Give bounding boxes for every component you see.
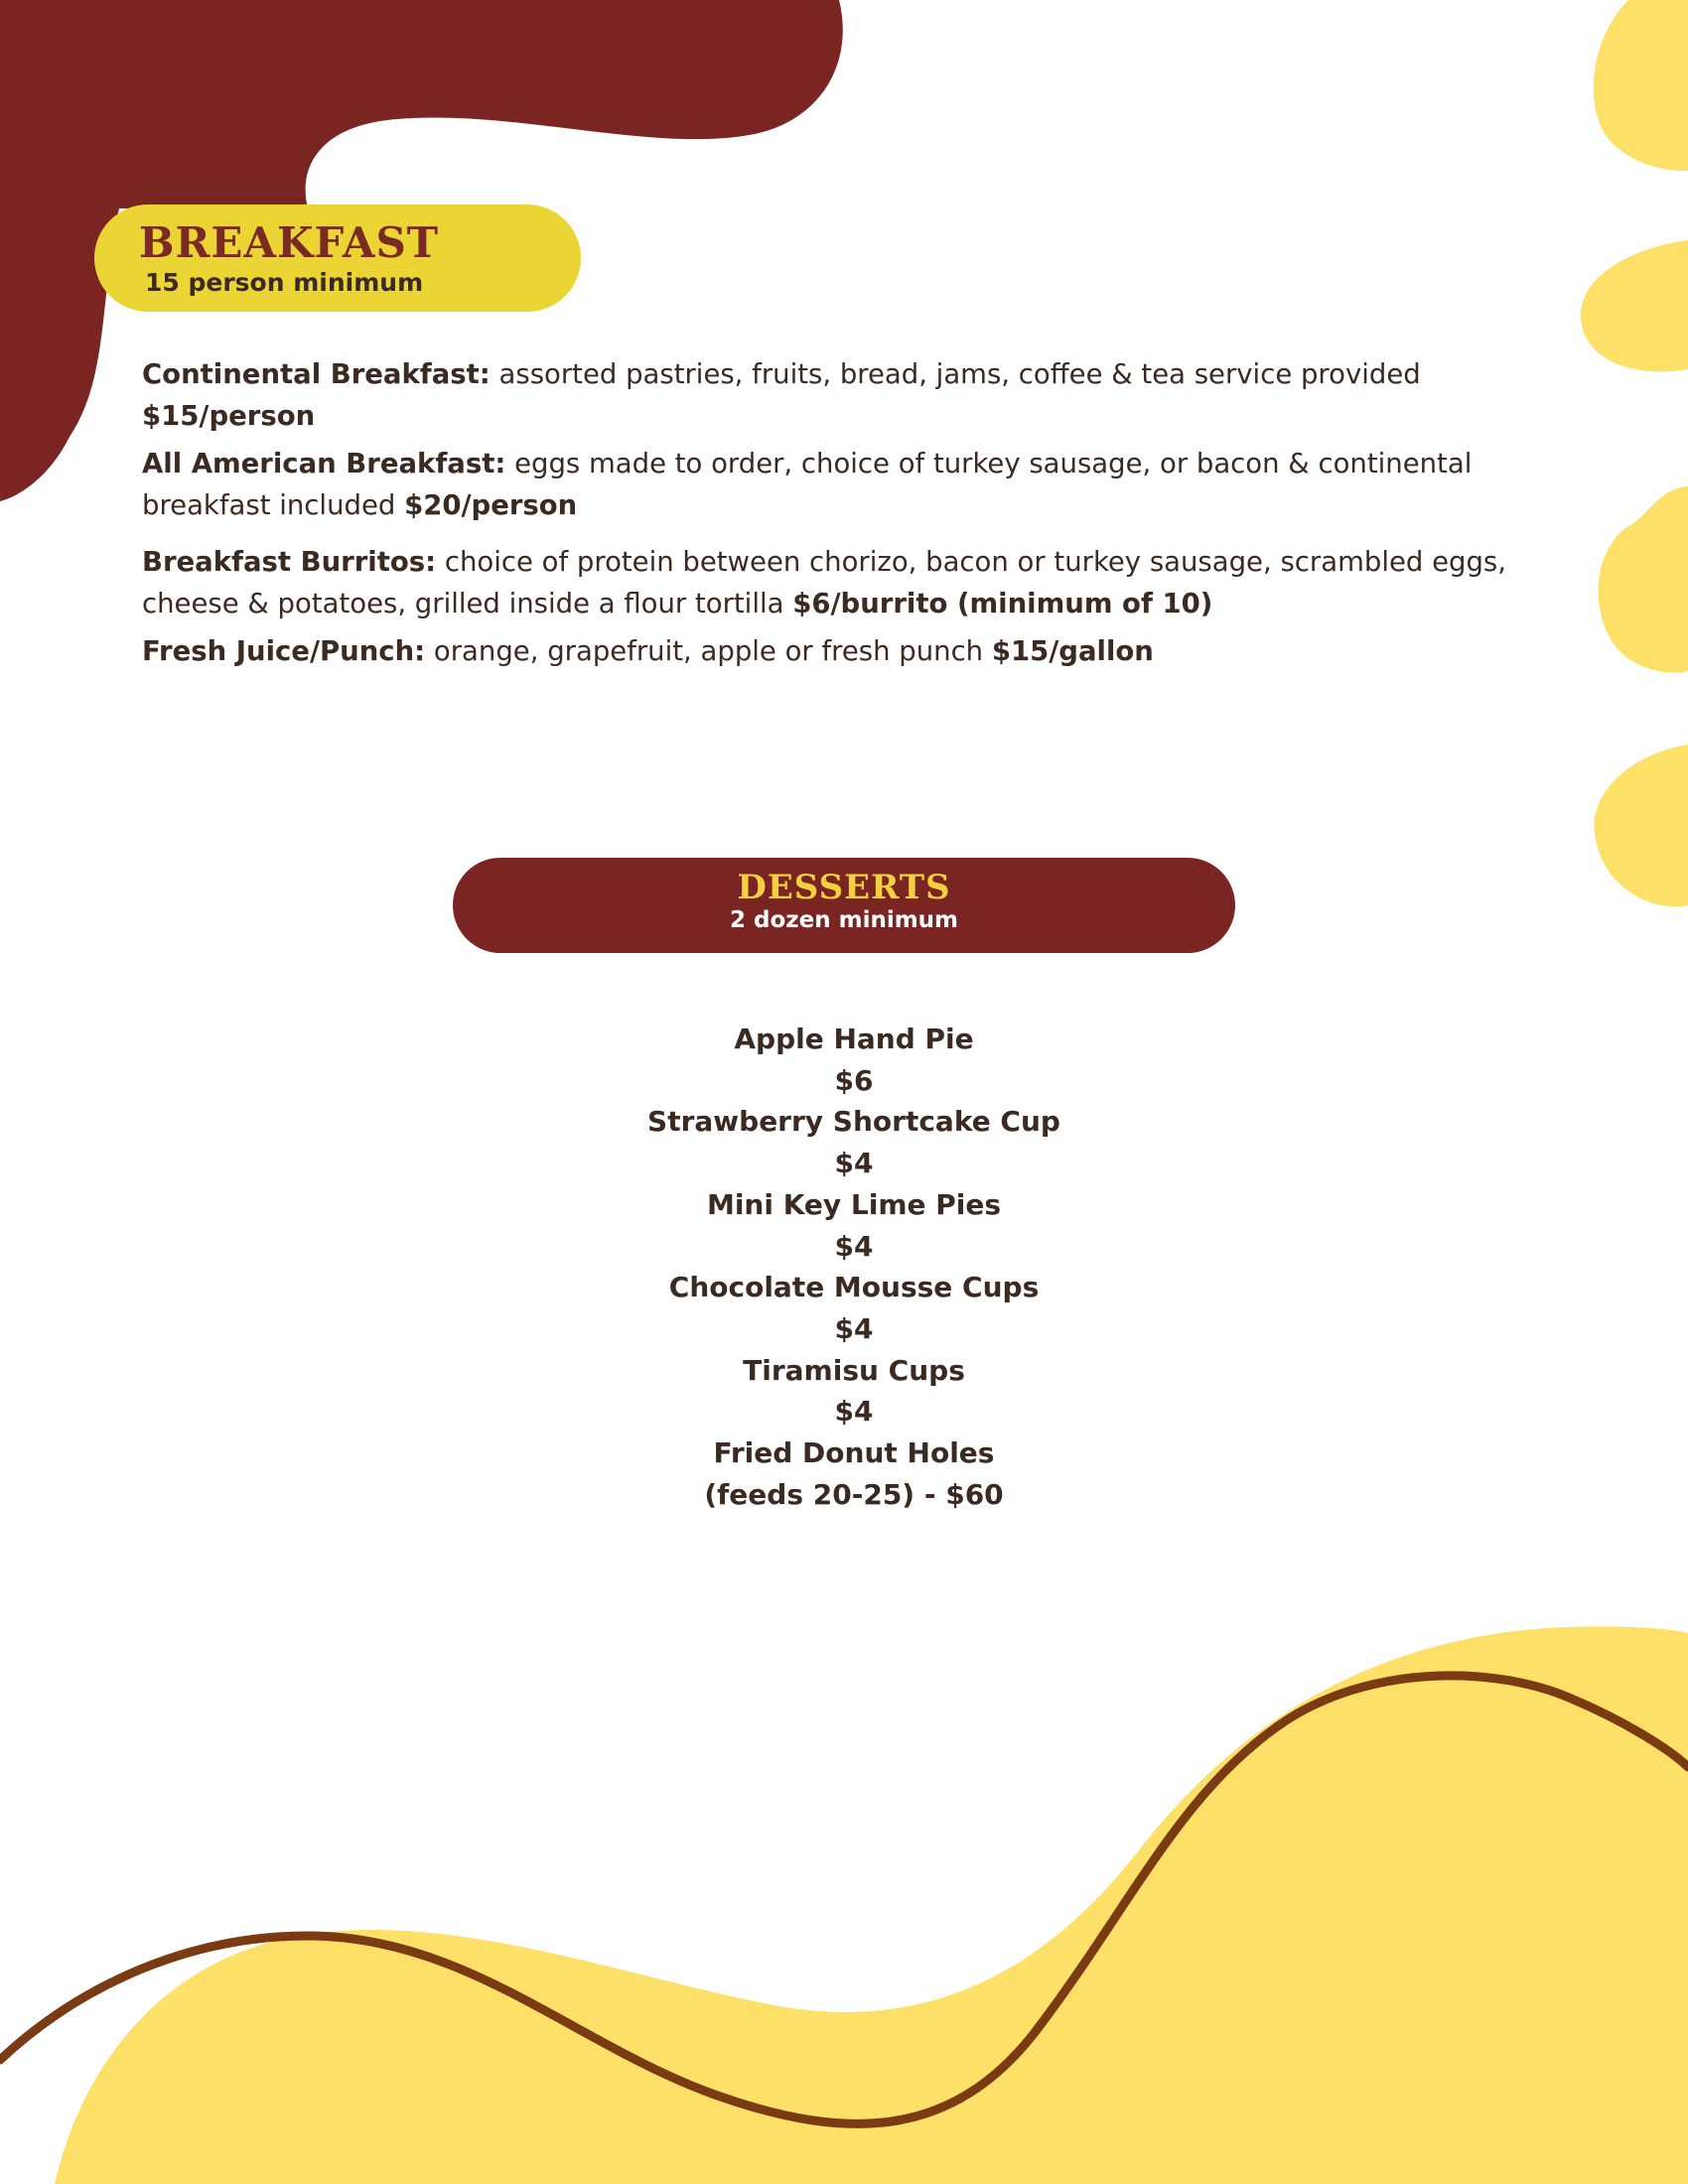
dessert-name: Mini Key Lime Pies xyxy=(706,1187,1002,1221)
yellow-wave xyxy=(55,1626,1688,2184)
item-description: choice of protein between chorizo, bacon or turkey sausage, scrambled eggs, cheese & potatoes, grilled inside a flour tortilla xyxy=(142,546,1506,619)
yellow-blob-1 xyxy=(1594,0,1688,171)
yellow-blob-2 xyxy=(1581,240,1688,371)
item-description: assorted pastries, fruits, bread, jams, coffee & tea service provided xyxy=(490,358,1421,390)
item-name: Fresh Juice/Punch: xyxy=(142,635,426,667)
desserts-subtitle: 2 dozen minimum xyxy=(729,907,959,933)
item-name: Continental Breakfast: xyxy=(142,358,491,390)
dessert-price: $4 xyxy=(834,1311,874,1345)
desserts-title: DESSERTS xyxy=(737,868,951,907)
yellow-blob-4 xyxy=(1594,745,1688,906)
desserts-list xyxy=(556,1019,1152,1515)
breakfast-item xyxy=(142,353,1552,437)
item-name: All American Breakfast: xyxy=(142,448,506,479)
breakfast-item xyxy=(142,541,1552,624)
item-name: Breakfast Burritos: xyxy=(142,546,437,578)
dessert-name: Fried Donut Holes xyxy=(713,1436,995,1470)
breakfast-title: BREAKFAST xyxy=(139,218,440,267)
yellow-blob-3 xyxy=(1599,486,1688,673)
breakfast-item xyxy=(142,443,1552,526)
dessert-price: (feeds 20-25) - $60 xyxy=(704,1477,1004,1511)
breakfast-items xyxy=(142,353,1552,672)
dessert-price: $4 xyxy=(834,1395,874,1429)
dessert-price: $4 xyxy=(834,1147,874,1180)
item-price: $15/gallon xyxy=(991,635,1154,667)
item-price: $20/person xyxy=(404,489,578,521)
item-price: $6/burrito (minimum of 10) xyxy=(792,588,1213,619)
desserts-header xyxy=(453,858,1235,953)
dessert-name: Strawberry Shortcake Cup xyxy=(647,1105,1060,1139)
breakfast-subtitle: 15 person minimum xyxy=(145,268,424,297)
item-description: orange, grapefruit, apple or fresh punch xyxy=(425,635,992,667)
dessert-price: $6 xyxy=(834,1063,874,1097)
item-description: eggs made to order, choice of turkey sausage, or bacon & continental breakfast included xyxy=(142,448,1473,521)
dessert-name: Chocolate Mousse Cups xyxy=(668,1271,1040,1304)
breakfast-item xyxy=(142,630,1552,672)
dessert-name: Apple Hand Pie xyxy=(734,1023,974,1055)
dessert-price: $4 xyxy=(834,1229,874,1263)
dessert-name: Tiramisu Cups xyxy=(743,1353,965,1387)
breakfast-header xyxy=(94,205,581,312)
item-price: $15/person xyxy=(142,400,316,432)
